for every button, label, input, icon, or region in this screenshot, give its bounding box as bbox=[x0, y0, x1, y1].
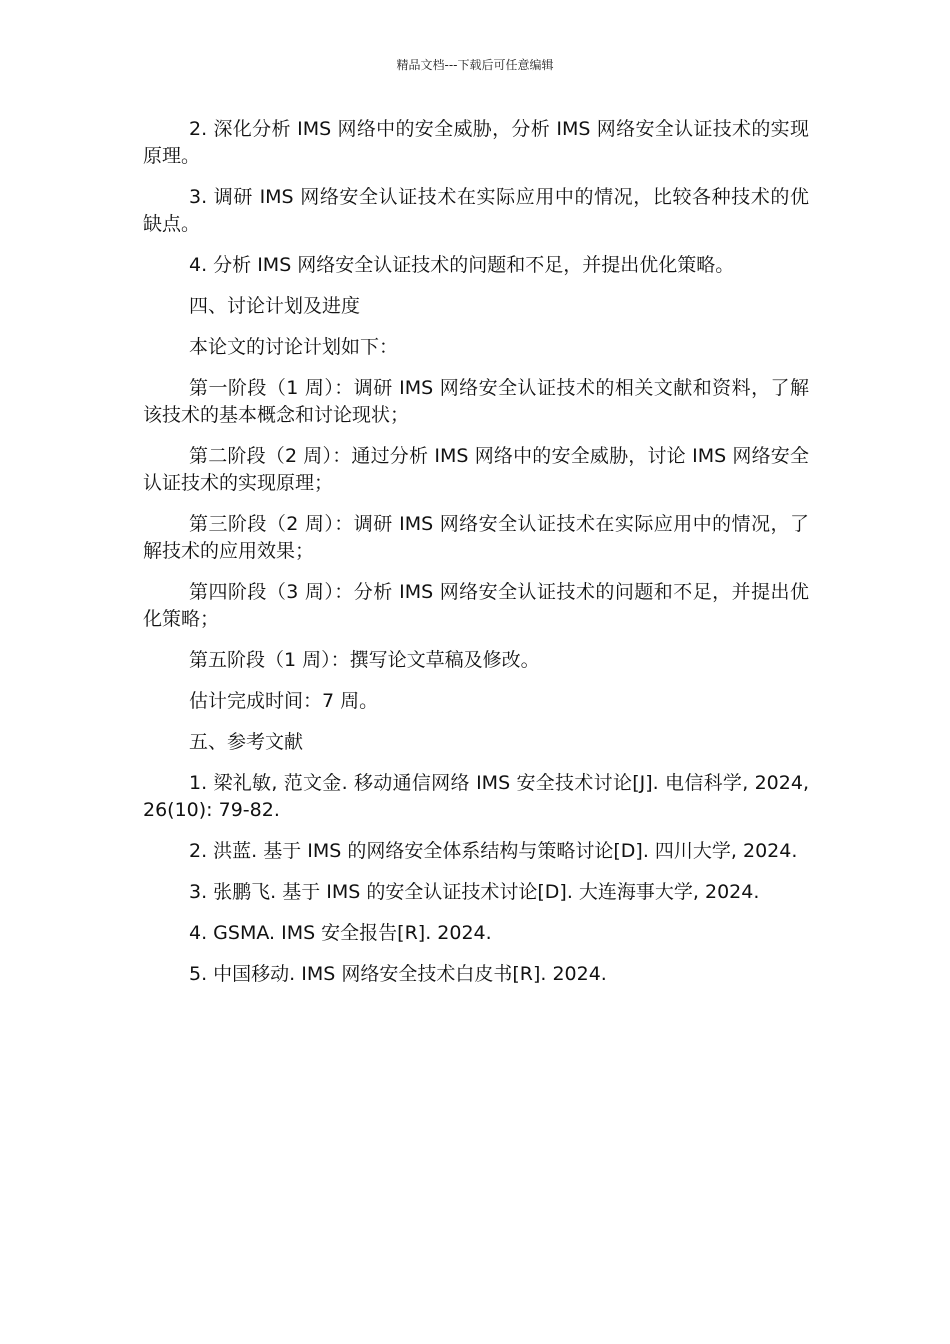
objective-item-4: 4. 分析 IMS 网络安全认证技术的问题和不足，并提出优化策略。 bbox=[189, 254, 735, 276]
plan-stage-3: 第三阶段（2 周）：调研 IMS 网络安全认证技术在实际应用中的情况，了解技术的应用效果； bbox=[143, 513, 809, 562]
reference-2: 2. 洪蓝. 基于 IMS 的网络安全体系结构与策略讨论[D]. 四川大学, 2024. bbox=[189, 840, 798, 862]
plan-stage-5: 第五阶段（1 周）：撰写论文草稿及修改。 bbox=[189, 649, 540, 671]
section-heading-plan: 四、讨论计划及进度 bbox=[189, 295, 361, 317]
plan-stage-1: 第一阶段（1 周）：调研 IMS 网络安全认证技术的相关文献和资料，了解该技术的基本概念和讨论现状； bbox=[143, 377, 809, 426]
estimated-completion: 估计完成时间：7 周。 bbox=[189, 690, 379, 712]
objective-item-3: 3. 调研 IMS 网络安全认证技术在实际应用中的情况，比较各种技术的优缺点。 bbox=[143, 186, 809, 235]
reference-3: 3. 张鹏飞. 基于 IMS 的安全认证技术讨论[D]. 大连海事大学, 2024. bbox=[189, 881, 760, 903]
plan-stage-4: 第四阶段（3 周）：分析 IMS 网络安全认证技术的问题和不足，并提出优化策略； bbox=[143, 581, 809, 630]
reference-5: 5. 中国移动. IMS 网络安全技术白皮书[R]. 2024. bbox=[189, 963, 607, 985]
document-body bbox=[143, 116, 809, 1002]
section-heading-references: 五、参考文献 bbox=[189, 731, 304, 753]
plan-stage-2: 第二阶段（2 周）：通过分析 IMS 网络中的安全威胁，讨论 IMS 网络安全认证技术的实现原理； bbox=[143, 445, 809, 494]
plan-intro: 本论文的讨论计划如下： bbox=[189, 336, 399, 358]
page-header: 精品文档---下载后可任意编辑 bbox=[396, 58, 554, 72]
reference-1: 1. 梁礼敏, 范文金. 移动通信网络 IMS 安全技术讨论[J]. 电信科学, 2024, 26(10): 79-82. bbox=[143, 772, 809, 821]
objective-item-2: 2. 深化分析 IMS 网络中的安全威胁，分析 IMS 网络安全认证技术的实现原理。 bbox=[143, 118, 809, 167]
reference-4: 4. GSMA. IMS 安全报告[R]. 2024. bbox=[189, 922, 492, 944]
